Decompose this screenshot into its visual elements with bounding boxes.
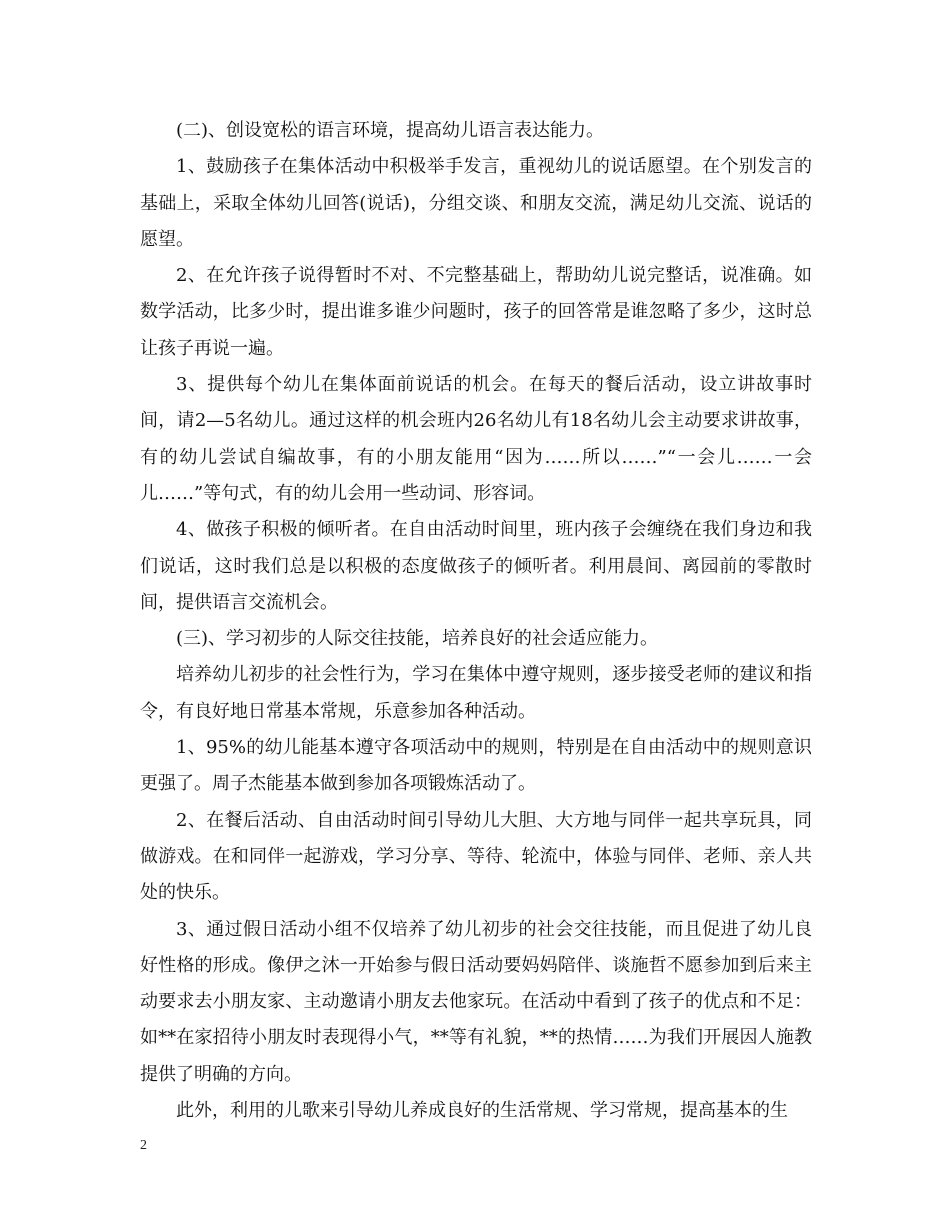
paragraph: 4、做孩子积极的倾听者。在自由活动时间里，班内孩子会缠绕在我们身边和我们说话，这时我们总是以积极的态度做孩子的倾听者。利用晨间、离园前的零散时间，提供语言交流机会。 bbox=[140, 519, 812, 613]
paragraph: 1、95%的幼儿能基本遵守各项活动中的规则，特别是在自由活动中的规则意识更强了。周子杰能基本做到参加各项锻炼活动了。 bbox=[140, 737, 812, 795]
paragraph: 2、在允许孩子说得暂时不对、不完整基础上，帮助幼儿说完整话，说准确。如数学活动，比多少时，提出谁多谁少问题时，孩子的回答常是谁忽略了多少，这时总让孩子再说一遍。 bbox=[140, 265, 812, 359]
paragraph: 3、提供每个幼儿在集体面前说话的机会。在每天的餐后活动，设立讲故事时间，请2—5名幼儿。通过这样的机会班内26名幼儿有18名幼儿会主动要求讲故事，有的幼儿尝试自编故事，有的小朋友能用“因为……所以……”“一会儿……一会儿……”等句式，有的幼儿会用一些动词、形容词。 bbox=[140, 374, 812, 504]
paragraph: 此外，利用的儿歌来引导幼儿养成良好的生活常规、学习常规，提高基本的生 bbox=[176, 1100, 788, 1122]
paragraph: 培养幼儿初步的社会性行为，学习在集体中遵守规则，逐步接受老师的建议和指令，有良好地日常基本常规，乐意参加各种活动。 bbox=[140, 664, 812, 722]
page-number: 2 bbox=[140, 1138, 147, 1153]
section-heading-language-environment: (二)、创设宽松的语言环境，提高幼儿语言表达能力。 bbox=[176, 120, 605, 141]
document-body bbox=[140, 113, 812, 1129]
paragraph: 1、鼓励孩子在集体活动中积极举手发言，重视幼儿的说话愿望。在个别发言的基础上，采取全体幼儿回答(说话)，分组交谈、和朋友交流，满足幼儿交流、说话的愿望。 bbox=[140, 156, 812, 250]
section-heading-social-skills: (三)、学习初步的人际交往技能，培养良好的社会适应能力。 bbox=[176, 628, 659, 650]
paragraph: 3、通过假日活动小组不仅培养了幼儿初步的社会交往技能，而且促进了幼儿良好性格的形成。像伊之沐一开始参与假日活动要妈妈陪伴、谈施哲不愿参加到后来主动要求去小朋友家、主动邀请小朋友去他家玩。在活动中看到了孩子的优点和不足：如**在家招待小朋友时表现得小气，**等有礼貌，**的热情……为我们开展因人施教提供了明确的方向。 bbox=[140, 918, 812, 1085]
paragraph: 2、在餐后活动、自由活动时间引导幼儿大胆、大方地与同伴一起共享玩具，同做游戏。在和同伴一起游戏，学习分享、等待、轮流中，体验与同伴、老师、亲人共处的快乐。 bbox=[140, 809, 812, 904]
